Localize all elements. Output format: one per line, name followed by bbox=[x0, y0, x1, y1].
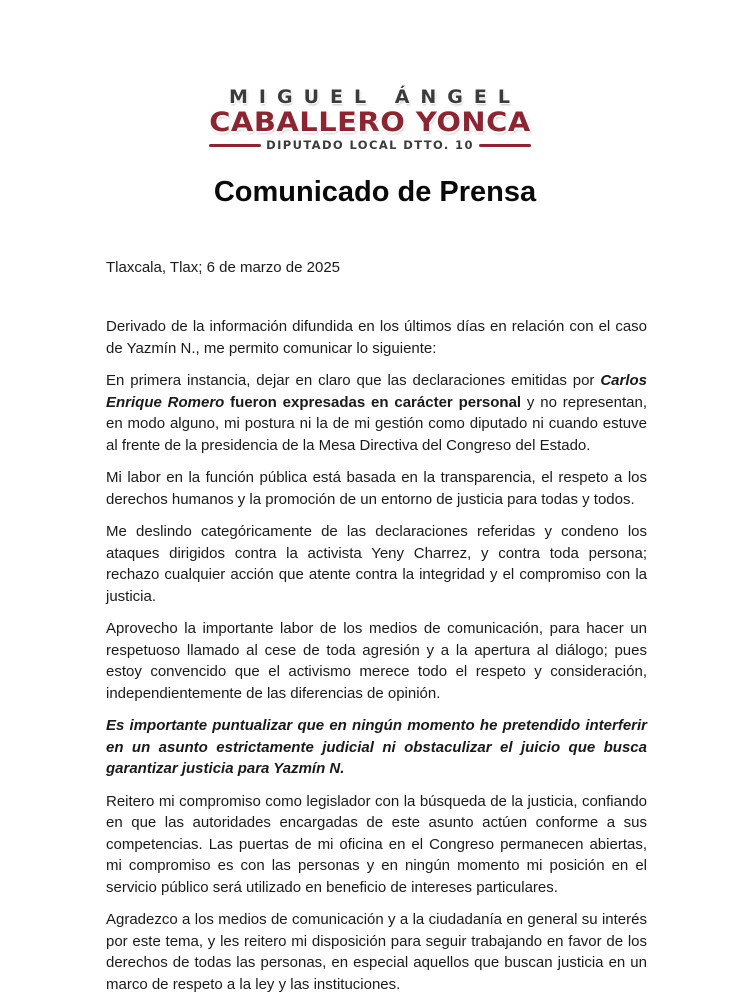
paragraph-declarations-text-b: y no representan, en modo alguno, mi postura ni la de mi gestión como diputado ni cuando estuve al frente de la presidencia de la Mesa Directiva del Congreso del Estado. bbox=[106, 393, 647, 454]
person-name: Carlos Enrique Romero bbox=[106, 372, 647, 411]
document-body bbox=[106, 316, 647, 1006]
logo-last-name: CABALLERO YONCA bbox=[209, 107, 531, 138]
paragraph-thanks: Agradezco a los medios de comunicación y a la ciudadanía en general su interés por este tema, y les reitero mi disposición para seguir trabajando en favor de los derechos de todas las personas, en especial aquellos que buscan justicia en un marco de respeto a la ley y las instituciones. bbox=[106, 911, 647, 993]
paragraph-declarations bbox=[106, 370, 647, 456]
paragraph-disavowal: Me deslindo categóricamente de las declaraciones referidas y condeno los ataques dirigidos contra la activista Yeny Charrez, y contra toda persona; rechazo cualquier acción que atente contra la integridad y el compromiso con la justicia. bbox=[106, 523, 647, 605]
letterhead-logo bbox=[205, 86, 535, 156]
document-title: Comunicado de Prensa bbox=[213, 176, 537, 208]
paragraph-public-function: Mi labor en la función pública está basada en la transparencia, el respeto a los derechos humanos y la promoción de un entorno de justicia para todas y todos. bbox=[106, 469, 647, 508]
logo-subtitle-row bbox=[205, 138, 535, 152]
emphasis-personal: fueron expresadas en carácter personal bbox=[230, 393, 522, 411]
logo-first-name: MIGUEL ÁNGEL bbox=[229, 86, 521, 108]
paragraph-intro: Derivado de la información difundida en los últimos días en relación con el caso de Yazmín N., me permito comunicar lo siguiente: bbox=[106, 318, 647, 357]
logo-rule-right bbox=[479, 144, 531, 147]
date-line: Tlaxcala, Tlax; 6 de marzo de 2025 bbox=[106, 259, 341, 276]
paragraph-commitment: Reitero mi compromiso como legislador con la búsqueda de la justicia, confiando en que las autoridades encargadas de este asunto actúen conforme a sus competencias. Las puertas de mi oficina en el Congreso permanecen abiertas, mi compromiso es con las personas y en ningún momento mi posición en el servicio público será utilizado en beneficio de intereses particulares. bbox=[106, 792, 647, 896]
logo-subtitle: DIPUTADO LOCAL DTTO. 10 bbox=[266, 138, 474, 152]
logo-rule-left bbox=[209, 144, 261, 147]
paragraph-emphasis: Es importante puntualizar que en ningún momento he pretendido interferir en un asunto estrictamente judicial ni obstaculizar el juicio que busca garantizar justicia para Yazmín N. bbox=[106, 717, 647, 777]
paragraph-media-call: Aprovecho la importante labor de los medios de comunicación, para hacer un respetuoso llamado al cese de toda agresión y a la apertura al diálogo; pues estoy convencido que el activismo merece todo el respeto y consideración, independientemente de las diferencias de opinión. bbox=[106, 620, 647, 702]
paragraph-declarations-text-a: En primera instancia, dejar en claro que las declaraciones emitidas por bbox=[106, 372, 601, 389]
